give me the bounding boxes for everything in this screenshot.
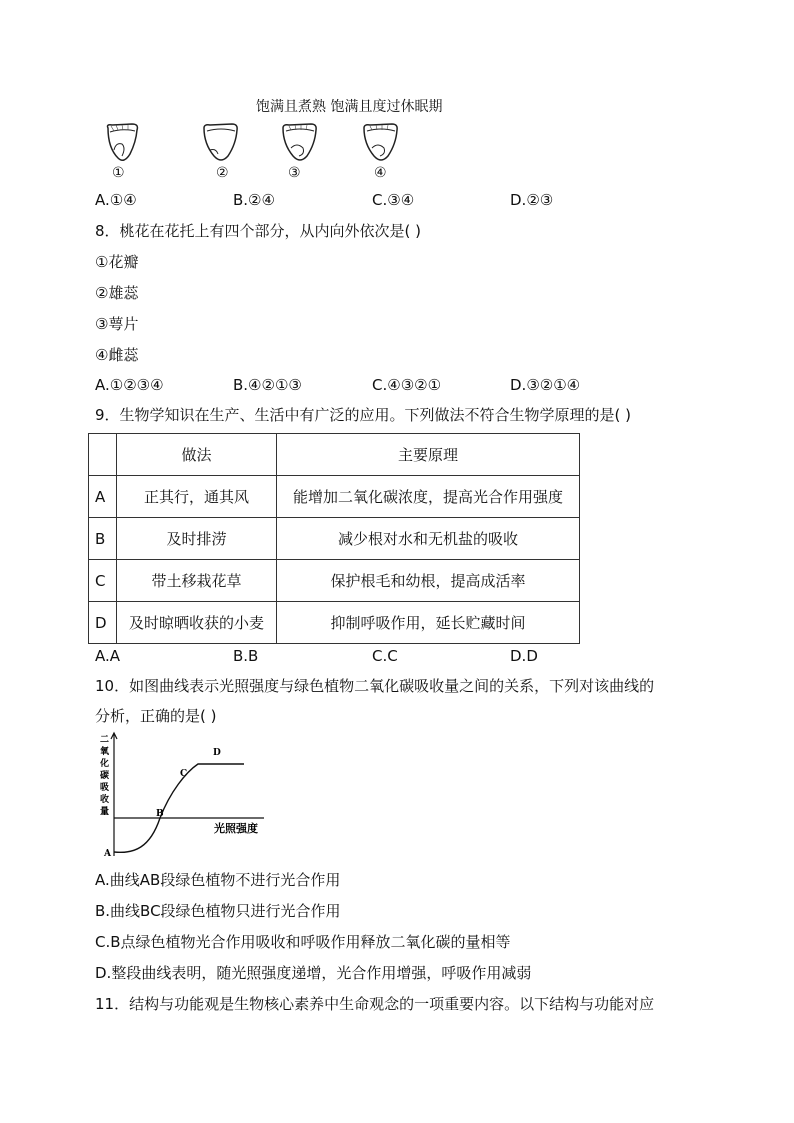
y-axis-label-char: 氧	[100, 747, 110, 757]
q9-option-d: D.D	[510, 647, 538, 665]
seed-label-3: ③	[288, 165, 301, 181]
seed-image-4	[360, 122, 402, 166]
point-label-a: A	[104, 849, 111, 859]
q8-part-1: ①花瓣	[95, 253, 139, 271]
q10-stem-line1: 10．如图曲线表示光照强度与绿色植物二氧化碳吸收量之间的关系，下列对该曲线的	[95, 677, 655, 695]
y-axis-label-char: 收	[100, 795, 110, 805]
table-cell: 正其行，通其风	[117, 476, 277, 518]
seed-label-1: ①	[112, 165, 125, 181]
q10-option-b: B.曲线BC段绿色植物只进行光合作用	[95, 902, 341, 920]
table-row	[89, 476, 580, 518]
q8-option-d: D.③②①④	[510, 376, 581, 394]
table-header-cell: 做法	[117, 434, 277, 476]
table-cell: 抑制呼吸作用，延长贮藏时间	[277, 602, 580, 644]
table-header-row	[89, 434, 580, 476]
q9-stem: 9．生物学知识在生产、生活中有广泛的应用。下列做法不符合生物学原理的是( )	[95, 406, 632, 424]
table-cell: D	[89, 602, 117, 644]
q7-option-c: C.③④	[372, 191, 415, 209]
q9-option-b: B.B	[233, 647, 259, 665]
point-label-b: B	[156, 809, 164, 819]
y-axis-label-char: 二	[100, 735, 110, 745]
q9-option-c: C.C	[372, 647, 398, 665]
q8-part-3: ③萼片	[95, 315, 139, 333]
seed-label-4: ④	[374, 165, 387, 181]
table-row	[89, 560, 580, 602]
q10-option-a: A.曲线AB段绿色植物不进行光合作用	[95, 871, 341, 889]
table-cell: 减少根对水和无机盐的吸收	[277, 518, 580, 560]
co2-absorption-graph	[94, 730, 284, 862]
table-cell: 能增加二氧化碳浓度，提高光合作用强度	[277, 476, 580, 518]
point-label-d: D	[213, 748, 221, 758]
table-cell: A	[89, 476, 117, 518]
q8-option-c: C.④③②①	[372, 376, 442, 394]
table-cell: 保护根毛和幼根，提高成活率	[277, 560, 580, 602]
q9-table	[88, 433, 580, 644]
q10-option-d: D.整段曲线表明，随光照强度递增，光合作用增强，呼吸作用减弱	[95, 964, 532, 982]
q7-option-b: B.②④	[233, 191, 275, 209]
q9-option-a: A.A	[95, 647, 121, 665]
table-row	[89, 602, 580, 644]
table-cell: 及时晾晒收获的小麦	[117, 602, 277, 644]
table-cell: 及时排涝	[117, 518, 277, 560]
q8-stem: 8．桃花在花托上有四个部分，从内向外依次是( )	[95, 222, 422, 240]
seed-image-2	[200, 122, 242, 166]
co2-curve	[114, 764, 244, 852]
seed-image-1	[102, 122, 142, 166]
q8-option-a: A.①②③④	[95, 376, 164, 394]
q7-option-a: A.①④	[95, 191, 137, 209]
table-row	[89, 518, 580, 560]
y-axis-label-char: 化	[100, 759, 110, 769]
x-axis-label: 光照强度	[214, 822, 258, 835]
table-cell: B	[89, 518, 117, 560]
table-cell: 带土移栽花草	[117, 560, 277, 602]
q10-option-c: C.B点绿色植物光合作用吸收和呼吸作用释放二氧化碳的量相等	[95, 933, 511, 951]
q8-option-b: B.④②①③	[233, 376, 302, 394]
q7-option-d: D.②③	[510, 191, 554, 209]
y-axis-label-char: 量	[100, 807, 110, 817]
q11-stem: 11．结构与功能观是生物核心素养中生命观念的一项重要内容。以下结构与功能对应	[95, 995, 655, 1013]
seed-label-2: ②	[216, 165, 229, 181]
seed-figure-caption: 饱满且煮熟 饱满且度过休眠期	[256, 99, 443, 115]
q8-part-2: ②雄蕊	[95, 284, 139, 302]
table-header-cell: 主要原理	[277, 434, 580, 476]
y-axis-label-char: 碳	[100, 771, 110, 781]
q10-stem-line2: 分析，正确的是( )	[95, 707, 217, 725]
seed-image-3	[279, 122, 321, 166]
table-header-cell	[89, 434, 117, 476]
q8-part-4: ④雌蕊	[95, 346, 139, 364]
point-label-c: C	[180, 769, 188, 779]
y-axis-label-char: 吸	[100, 783, 110, 793]
table-cell: C	[89, 560, 117, 602]
